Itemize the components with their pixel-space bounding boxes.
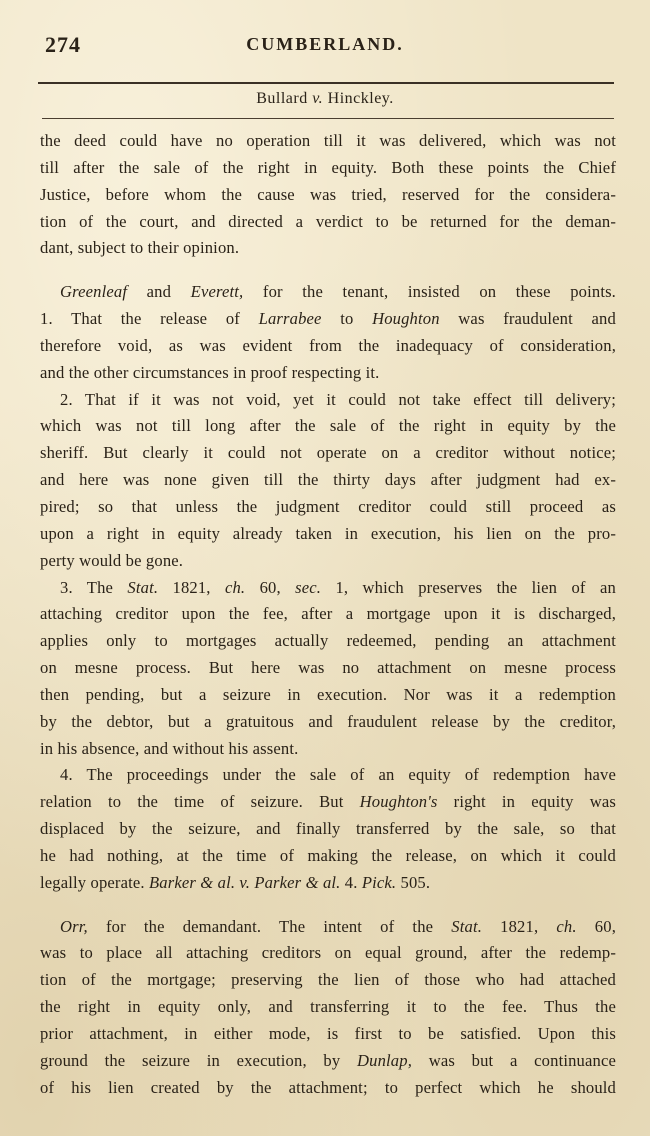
counsel-name: Everett, [190,282,244,302]
case-citation: Barker & al. v. Parker & al. [149,872,341,892]
text-span: legally operate. [40,872,145,892]
text-line: upon a right in equity already taken in execution, his lien on the pro- [40,523,616,543]
text-span: 60, [594,916,616,936]
versus: v. [312,90,324,107]
text-line: displaced by the seizure, and finally transferred by the sale, so that [40,819,616,839]
party-one: Bullard [256,90,308,107]
text-span: 1, which preserves the lien of an [335,577,616,597]
paragraph-continuation [40,128,616,262]
text-line [40,575,616,602]
text-line: was to place all attaching creditors on equal ground, after the redemp- [40,943,616,963]
text-line: and the other circumstances in proof respecting it. [40,362,380,382]
text-line: applies only to mortgages actually redeemed, pending an attachment [40,631,616,651]
party-two: Hinckley. [327,90,394,107]
text-line: by the debtor, but a gratuitous and fraudulent release by the creditor, [40,711,616,731]
paragraph-tenant-argument [40,279,616,386]
text-span: ground the seizure in execution, by [40,1050,341,1070]
running-title: CUMBERLAND. [246,34,404,54]
text-line: till after the sale of the right in equity. Both these points the Chief [40,157,616,177]
text-span: 505. [400,872,431,892]
body-text [40,128,616,1102]
text-span: was fraudulent and [458,309,616,329]
case-title-rule [42,118,614,119]
case-title [0,90,650,108]
text-span: 4. [344,872,358,892]
counsel-name: Orr, [60,916,88,936]
text-span: 1. That the release of [40,309,240,329]
text-span: 60, [259,577,281,597]
header-rule [38,82,614,84]
text-line: then pending, but a seizure in execution. Nor was it a redemption [40,684,616,704]
paragraph-point-two [40,387,616,575]
text-span: relation to the time of seizure. [40,792,303,812]
chapter-abbrev: ch. [224,577,246,597]
text-span: 3. The [60,577,114,597]
text-line: tion of the mortgage; preserving the lien of those who had attached [40,970,616,990]
text-line: dant, subject to their opinion. [40,238,240,258]
text-line: therefore void, as was evident from the inadequacy of consideration, [40,335,616,355]
reporter-abbrev: Pick. [361,872,397,892]
text-line: sheriff. But clearly it could not operate on a creditor without notice; [40,443,616,463]
text-span: and [146,282,172,302]
text-span: was but a continuance [428,1050,616,1070]
text-span: But [319,792,344,812]
chapter-abbrev: ch. [556,916,577,936]
party-name: Larrabee [258,309,322,329]
text-line [40,279,616,306]
party-name: Dunlap, [357,1050,412,1070]
text-line: he had nothing, at the time of making the release, on which it could [40,845,616,865]
text-line: 2. That if it was not void, yet it could not take effect till delivery; [60,389,616,409]
text-line: of his lien created by the attachment; to perfect which he should [40,1077,616,1097]
statute-abbrev: Stat. [127,577,159,597]
text-line: in his absence, and without his assent. [40,738,299,758]
text-line [40,914,616,941]
text-line [40,1048,616,1075]
paragraph-demandant-argument [40,914,616,1102]
text-line: the right in equity only, and transferring it to the fee. Thus the [40,997,616,1017]
text-line: tion of the court, and directed a verdict to be returned for the deman- [40,211,616,231]
paragraph-point-four [40,762,616,896]
text-span: for the tenant, insisted on these points. [262,282,616,302]
statute-abbrev: Stat. [451,916,483,936]
text-line: perty would be gone. [40,550,184,570]
text-span: right in equity was [453,792,616,812]
text-line: 4. The proceedings under the sale of an equity of redemption have [60,765,616,785]
page-number: 274 [45,32,81,57]
text-line: and here was none given till the thirty days after judgment had ex- [40,470,616,490]
text-line: attaching creditor upon the fee, after a mortgage upon it is discharged, [40,604,616,624]
text-span: 1821, [172,577,211,597]
text-span: for the demandant. The intent of the [105,916,434,936]
party-name: Houghton's [359,792,438,812]
text-line: the deed could have no operation till it was delivered, which was not [40,131,616,150]
party-name: Houghton [372,309,440,329]
text-line: which was not till long after the sale of the right in equity by the [40,416,616,436]
text-span: 1821, [500,916,539,936]
text-line [40,789,616,816]
text-line: Justice, before whom the cause was tried, reserved for the considera- [40,184,616,204]
paragraph-point-three [40,575,616,763]
counsel-name: Greenleaf [60,282,128,302]
text-span: to [340,309,354,329]
running-head [40,30,610,64]
text-line: prior attachment, in either mode, is first to be satisfied. Upon this [40,1024,616,1043]
text-line [40,870,616,897]
section-abbrev: sec. [295,577,322,597]
text-line: on mesne process. But here was no attachment on mesne process [40,658,616,678]
text-line [40,306,616,333]
text-line: pired; so that unless the judgment creditor could still proceed as [40,496,616,516]
